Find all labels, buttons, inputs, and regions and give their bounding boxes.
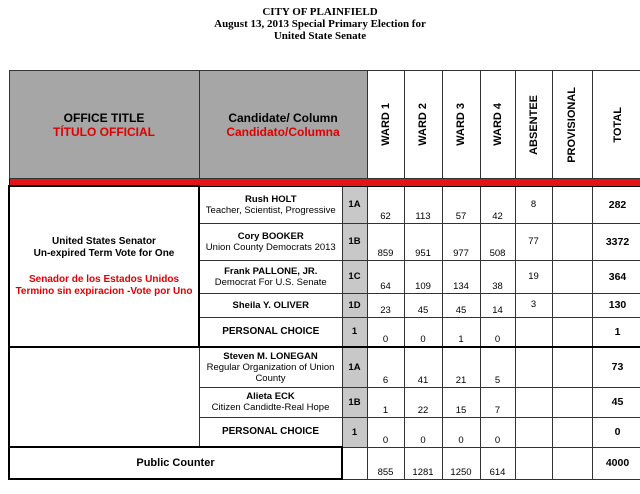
- header-office: United State Senate: [273, 30, 367, 42]
- candidate-cell: [199, 293, 342, 317]
- candidate-party: Citizen Candidte-Real Hope: [211, 402, 330, 413]
- ward4-votes: 5: [480, 347, 515, 387]
- office-title-es: TÍTULO OFFICIAL: [53, 124, 155, 139]
- public-counter-label: Public Counter: [9, 447, 342, 479]
- ward1-header: [367, 71, 404, 179]
- ward3-votes: 977: [442, 223, 480, 260]
- provisional-label: PROVISIONAL: [566, 86, 578, 163]
- public-counter-code: [342, 447, 367, 479]
- ward2-votes: 45: [404, 293, 442, 317]
- provisional-votes: [552, 293, 592, 317]
- candidate-header-en: Candidate/ Column: [228, 110, 338, 125]
- ward1-counter: 855: [367, 447, 404, 479]
- candidate-code: 1A: [342, 186, 367, 223]
- total-votes: 0: [592, 417, 640, 447]
- ward1-votes: 6: [367, 347, 404, 387]
- candidate-header-es: Candidato/Columna: [226, 124, 340, 139]
- ward4-votes: 0: [480, 317, 515, 347]
- column-header-row: [9, 71, 640, 179]
- ward4-label: WARD 4: [491, 103, 504, 146]
- candidate-name: Rush HOLT: [244, 193, 297, 205]
- candidate-code: 1A: [342, 347, 367, 387]
- total-votes: 73: [592, 347, 640, 387]
- ward1-votes: 23: [367, 293, 404, 317]
- absentee-votes: 8: [515, 186, 552, 223]
- provisional-votes: [552, 317, 592, 347]
- office-cell-blank: [9, 347, 199, 447]
- ward4-header: [480, 71, 515, 179]
- total-votes: 3372: [592, 223, 640, 260]
- office-es-line1: Senador de los Estados Unidos: [28, 273, 180, 285]
- candidate-name: Cory BOOKER: [237, 230, 304, 242]
- ward3-votes: 57: [442, 186, 480, 223]
- absentee-votes: 19: [515, 260, 552, 293]
- ward3-votes: 45: [442, 293, 480, 317]
- candidate-name: Alieta ECK: [246, 391, 295, 402]
- ward2-votes: 113: [404, 186, 442, 223]
- ward2-votes: 22: [404, 387, 442, 417]
- total-label: TOTAL: [611, 106, 624, 143]
- office-es-line2: Termino sin expiracion -Vote por Uno: [15, 285, 193, 297]
- total-votes: 1: [592, 317, 640, 347]
- candidate-party: Teacher, Scientist, Progressive: [205, 204, 336, 216]
- candidate-code: 1: [342, 417, 367, 447]
- candidate-name: Steven M. LONEGAN: [223, 350, 318, 362]
- office-en-line1: United States Senator: [52, 235, 156, 247]
- ward4-votes: 14: [480, 293, 515, 317]
- candidate-name: Sheila Y. OLIVER: [232, 299, 309, 311]
- ward1-votes: 1: [367, 387, 404, 417]
- candidate-cell: [199, 387, 342, 417]
- candidate-cell: [199, 223, 342, 260]
- red-divider: [9, 179, 640, 187]
- candidate-party: Union County Democrats 2013: [205, 241, 336, 253]
- total-votes: 364: [592, 260, 640, 293]
- total-votes: 45: [592, 387, 640, 417]
- candidate-code: 1B: [342, 223, 367, 260]
- provisional-header: [552, 71, 592, 179]
- provisional-votes: [552, 186, 592, 223]
- red-divider-bar: [9, 179, 640, 187]
- ward2-counter: 1281: [404, 447, 442, 479]
- ward1-votes: 62: [367, 186, 404, 223]
- ward3-votes: 0: [442, 417, 480, 447]
- ward2-label: WARD 2: [417, 103, 429, 146]
- ward3-label: WARD 3: [455, 103, 467, 146]
- absentee-votes: [515, 347, 552, 387]
- ward4-votes: 38: [480, 260, 515, 293]
- ward3-counter: 1250: [442, 447, 480, 479]
- office-title-en: OFFICE TITLE: [63, 110, 145, 125]
- ward2-votes: 0: [404, 317, 442, 347]
- candidate-code: 1: [342, 317, 367, 347]
- candidate-code: 1D: [342, 293, 367, 317]
- ward1-votes: 0: [367, 317, 404, 347]
- office-en-line2: Un-expired Term Vote for One: [33, 247, 175, 259]
- provisional-votes: [552, 387, 592, 417]
- provisional-votes: [552, 347, 592, 387]
- absentee-counter: [515, 447, 552, 479]
- candidate-party: Democrat For U.S. Senate: [214, 276, 327, 288]
- table-row: [9, 347, 640, 387]
- ward2-votes: 41: [404, 347, 442, 387]
- office-cell: [9, 186, 199, 347]
- ward1-votes: 859: [367, 223, 404, 260]
- provisional-votes: [552, 260, 592, 293]
- ward3-header: [442, 71, 480, 179]
- absentee-label: ABSENTEE: [527, 94, 540, 155]
- absentee-votes: [515, 387, 552, 417]
- absentee-votes: [515, 317, 552, 347]
- ward4-counter: 614: [480, 447, 515, 479]
- personal-choice-label: PERSONAL CHOICE: [199, 317, 342, 347]
- total-votes: 130: [592, 293, 640, 317]
- provisional-votes: [552, 223, 592, 260]
- total-header: [592, 71, 640, 179]
- candidate-cell: [199, 260, 342, 293]
- candidate-party: Regular Organization of Union County: [206, 361, 335, 384]
- ward1-votes: 0: [367, 417, 404, 447]
- total-counter: 4000: [592, 447, 640, 479]
- header-city: CITY OF PLAINFIELD: [262, 6, 378, 18]
- ward4-votes: 7: [480, 387, 515, 417]
- ward3-votes: 134: [442, 260, 480, 293]
- public-counter-row: [9, 447, 640, 479]
- office-title-header: [9, 71, 199, 179]
- candidate-code: 1B: [342, 387, 367, 417]
- personal-choice-label: PERSONAL CHOICE: [199, 417, 342, 447]
- absentee-votes: 77: [515, 223, 552, 260]
- ward4-votes: 42: [480, 186, 515, 223]
- absentee-header: [515, 71, 552, 179]
- ward4-votes: 508: [480, 223, 515, 260]
- ward3-votes: 1: [442, 317, 480, 347]
- table-row: [9, 186, 640, 223]
- ward1-votes: 64: [367, 260, 404, 293]
- results-table: [8, 70, 640, 480]
- candidate-cell: [199, 347, 342, 387]
- absentee-votes: [515, 417, 552, 447]
- candidate-code: 1C: [342, 260, 367, 293]
- ward4-votes: 0: [480, 417, 515, 447]
- provisional-counter: [552, 447, 592, 479]
- candidate-name: Frank PALLONE, JR.: [224, 265, 318, 277]
- header-election: August 13, 2013 Special Primary Election for: [214, 18, 426, 30]
- candidate-cell: [199, 186, 342, 223]
- ward2-votes: 109: [404, 260, 442, 293]
- ward3-votes: 15: [442, 387, 480, 417]
- ward2-votes: 0: [404, 417, 442, 447]
- ward3-votes: 21: [442, 347, 480, 387]
- ward2-header: [404, 71, 442, 179]
- provisional-votes: [552, 417, 592, 447]
- absentee-votes: 3: [515, 293, 552, 317]
- document-header: [0, 6, 640, 42]
- total-votes: 282: [592, 186, 640, 223]
- ward2-votes: 951: [404, 223, 442, 260]
- candidate-column-header: [199, 71, 367, 179]
- ward1-label: WARD 1: [379, 103, 392, 146]
